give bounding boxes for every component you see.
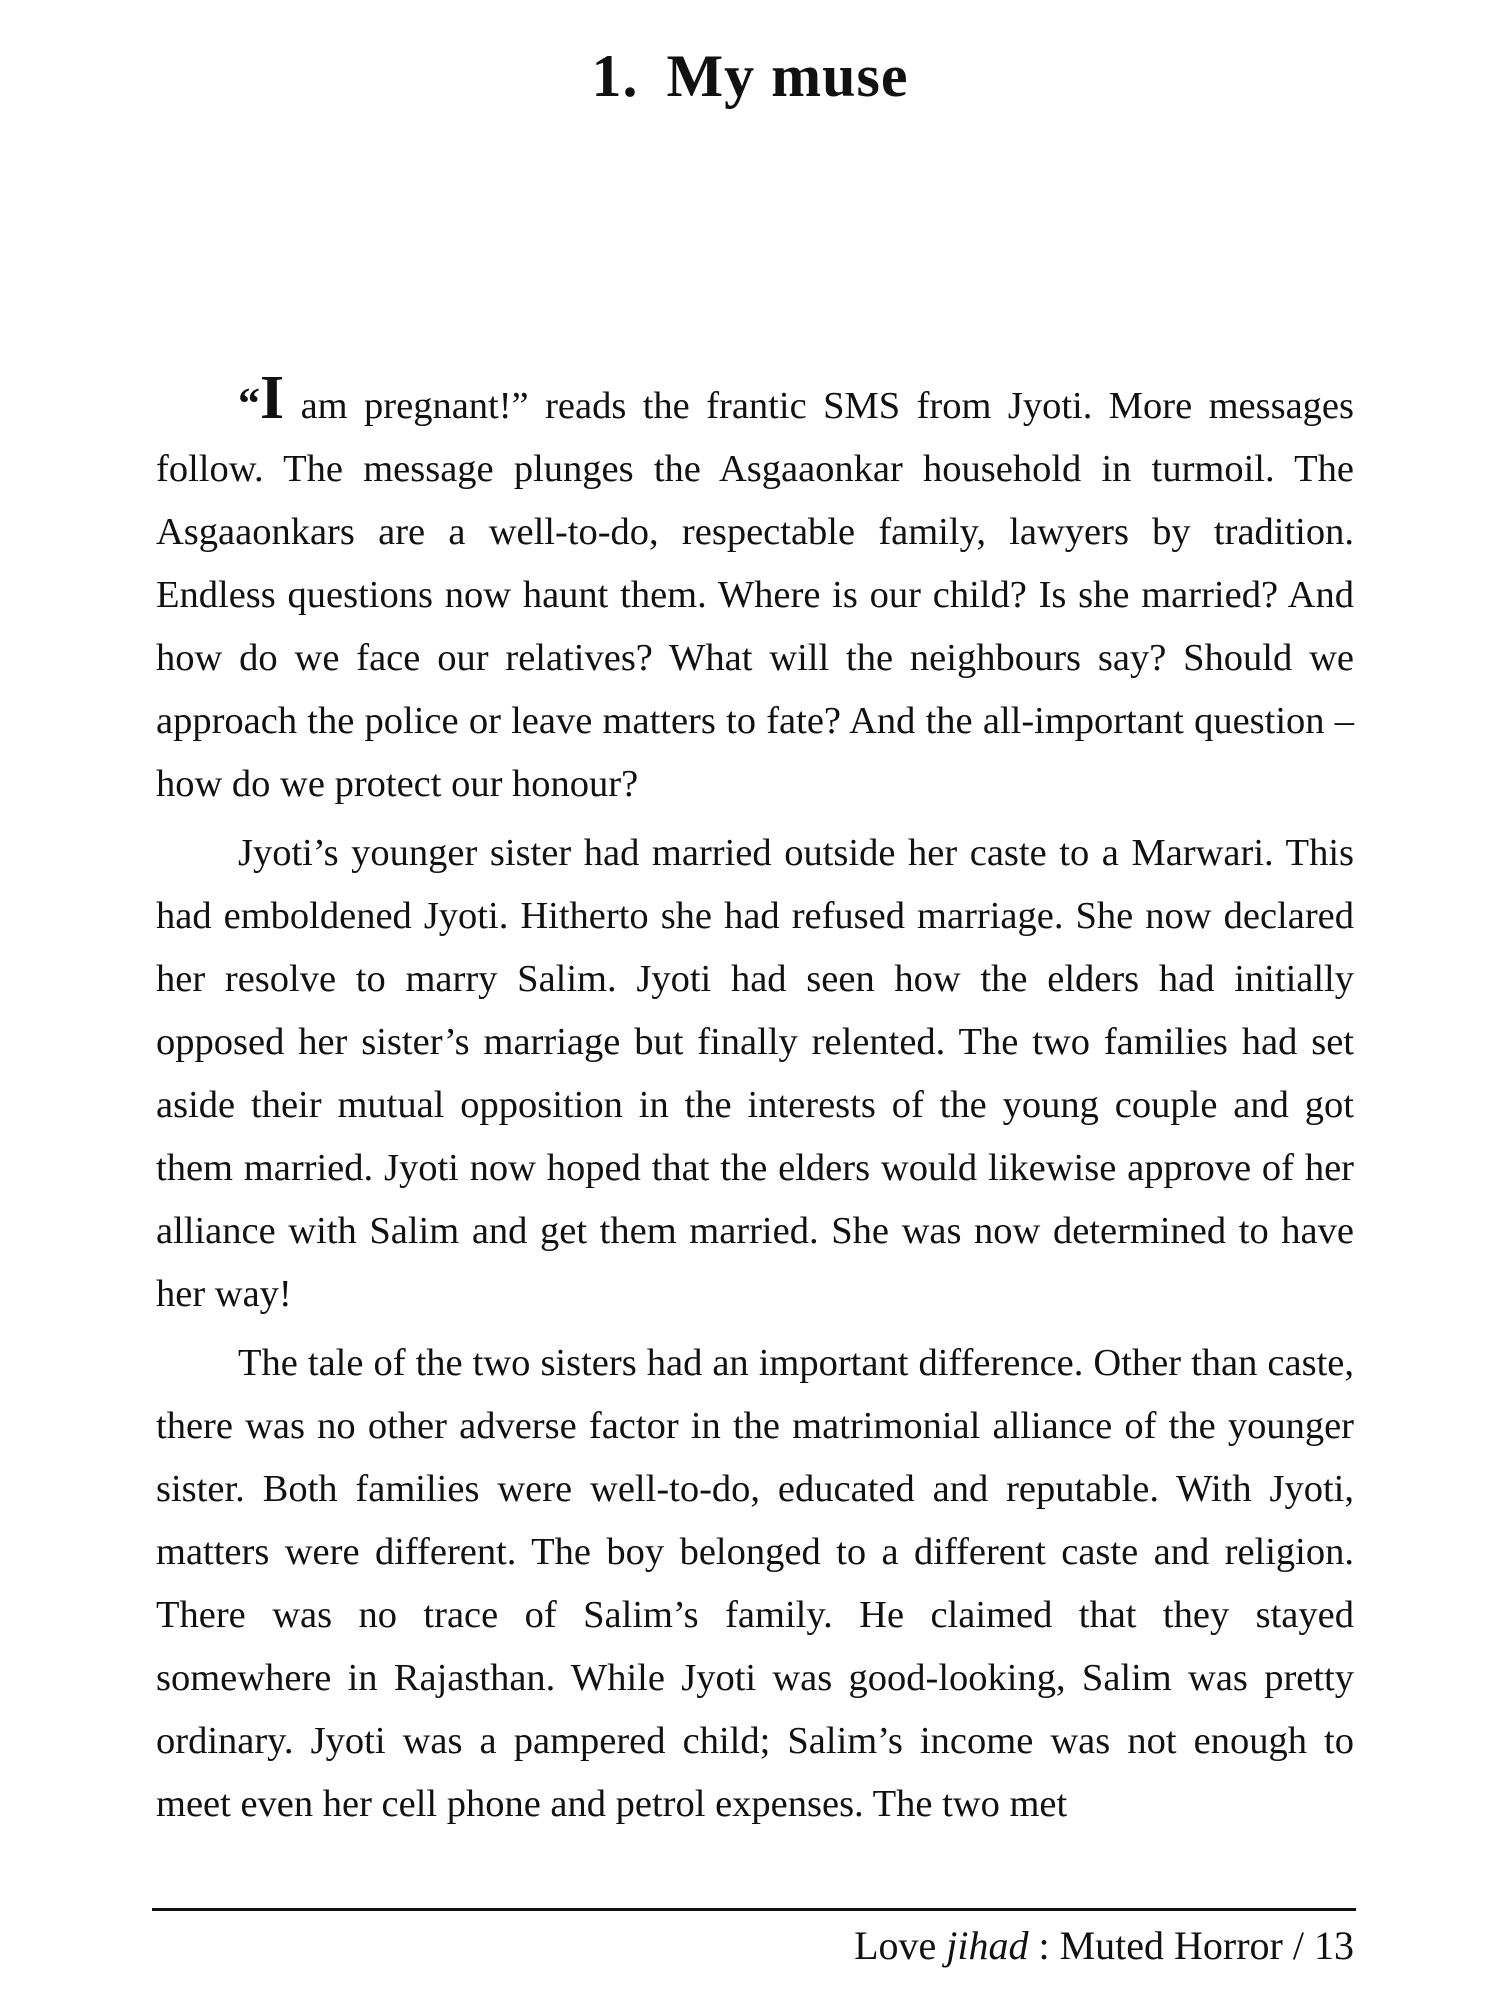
footer-divider bbox=[152, 1908, 1356, 1911]
paragraph-1-text: am pregnant!” reads the frantic SMS from Jyoti. More messages follow. The message plunges the Asgaaonkar household in turmoil. The Asgaaonkars are a well-to-do, respectable family, lawyers by tradition. Endless questions now haunt them. Where is our child? Is she married? And how do we face our relatives? What will the neighbours say? Should we approach the police or leave matters to fate? And the all-important question – how do we protect our honour? bbox=[156, 385, 1354, 805]
paragraph-3: The tale of the two sisters had an important difference. Other than caste, there was no other adverse factor in the matrimonial alliance of the younger sister. Both families were well-to-do, educated and reputable. With Jyoti, matters were different. The boy belonged to a different caste and religion. There was no trace of Salim’s family. He claimed that they stayed somewhere in Rajasthan. While Jyoti was good-looking, Salim was pretty ordinary. Jyoti was a pampered child; Salim’s income was not enough to meet even her cell phone and petrol expenses. The two met bbox=[156, 1342, 1354, 1825]
open-quote-mark: “ bbox=[238, 379, 260, 428]
footer-title-italic: jihad bbox=[946, 1923, 1029, 1968]
running-footer bbox=[854, 1922, 1354, 1969]
paragraph-2: Jyoti’s younger sister had married outside her caste to a Marwari. This had emboldened Jyoti. Hitherto she had refused marriage. She now declared her resolve to marry Salim. Jyoti had seen how the elders had initially opposed her sister’s marriage but finally relented. The two families had set aside their mutual opposition in the interests of the young couple and got them married. Jyoti now hoped that the elders would likewise approve of her alliance with Salim and get them married. She was now determined to have her way! bbox=[156, 832, 1354, 1315]
drop-cap-letter: I bbox=[260, 364, 285, 432]
chapter-title bbox=[0, 42, 1500, 111]
chapter-name: My muse bbox=[666, 43, 909, 109]
footer-title-suffix: : Muted Horror / 13 bbox=[1028, 1923, 1354, 1968]
chapter-body bbox=[156, 364, 1354, 1842]
chapter-number: 1. bbox=[591, 43, 639, 109]
paragraph-1 bbox=[156, 364, 1354, 816]
footer-title-prefix: Love bbox=[854, 1923, 947, 1968]
